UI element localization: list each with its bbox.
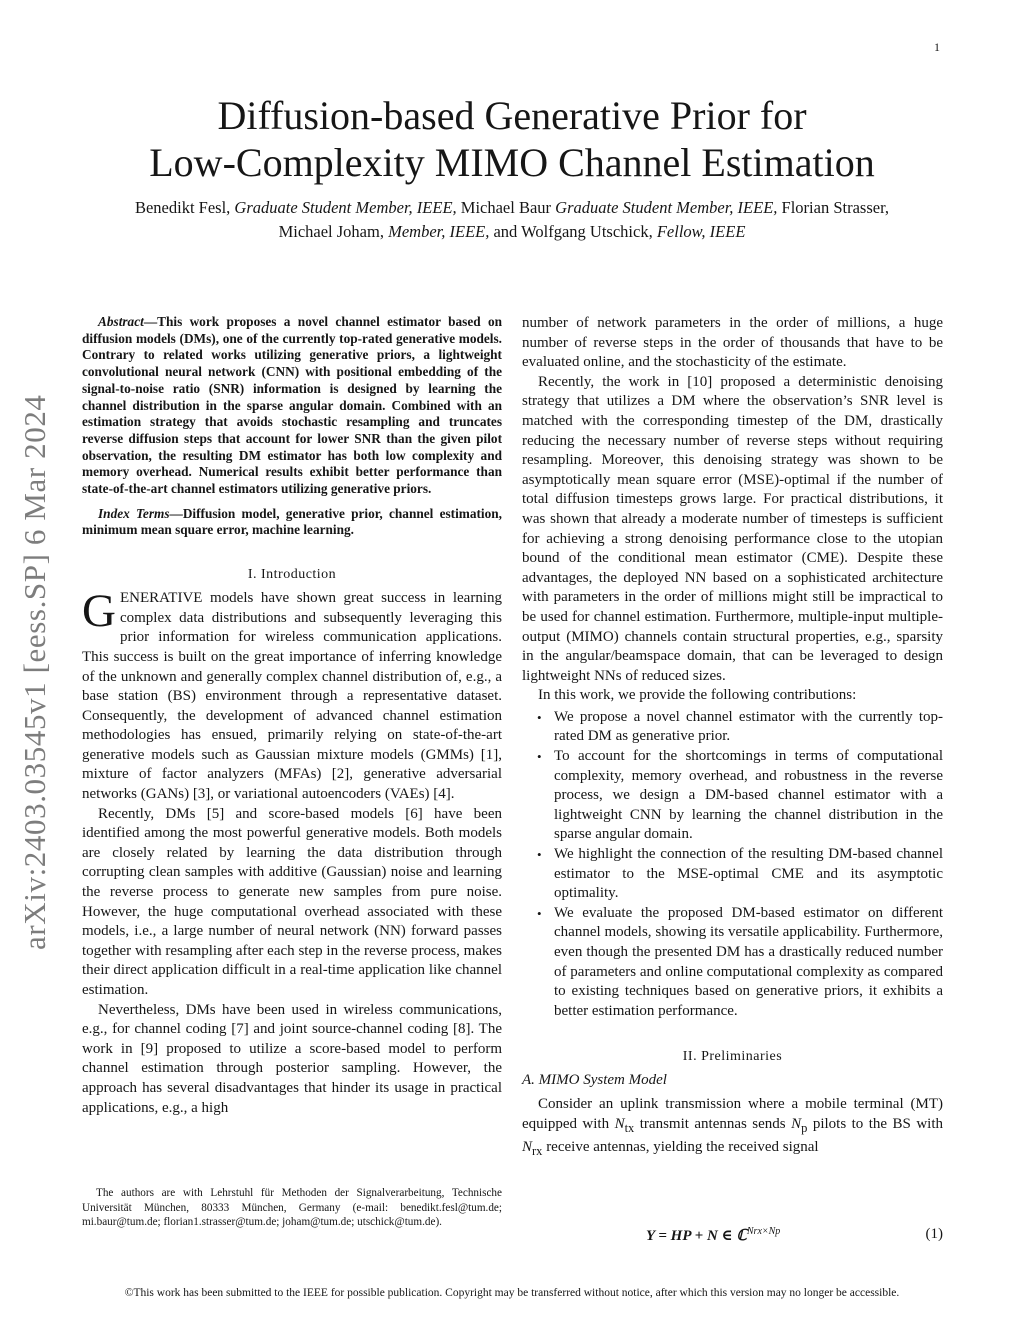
intro-paragraph-1 <box>82 585 502 805</box>
paragraph-text: ENERATIVE models have shown great success in learning complex data distributions and subsequently leveraging this prior information for wireless communication applications. This success is built on the great importance of inferring knowledge of the unknown and generally complex channel distribution of, e.g., a base station (BS) environment through a representative dataset. Consequently, the development of advanced channel estimation methodologies has ensued, primarily relying on state-of-the-art generative models such as Gaussian mixture models (GMMs) [1], mixture of factor analyzers (MFAs) [2], generative adversarial networks (GANs) [3], or variational autoencoders (VAEs) [4]. <box>82 590 502 803</box>
author-footnote: The authors are with Lehrstuhl für Methoden der Signalverarbeitung, Technische Universität München, 80333 München, Germany (e-mail: benedikt.fesl@tum.de; mi.baur@tum.de; florian1.strasser@tum.de; joham@tum.de; utschick@tum.de). <box>82 1187 502 1229</box>
author-role: Graduate Student Member, IEEE, <box>234 198 457 217</box>
index-terms-label: Index Terms <box>98 505 170 521</box>
page-number: 1 <box>934 40 940 54</box>
author-name: and Wolfgang Utschick, <box>493 222 653 241</box>
author-role: Graduate Student Member, IEEE, <box>555 198 778 217</box>
list-item: • To account for the shortcomings in terms of computational complexity, memory overhead, and robustness in the reverse process, we design a DM-based channel estimator with a lightweight CNN by learning the channel distribution in the sparse angular domain. <box>537 748 943 843</box>
list-item: • We propose a novel channel estimator with the currently top-rated DM as generative prior. <box>537 708 943 745</box>
subsection-heading: A. MIMO System Model <box>522 1072 667 1089</box>
contributions-list <box>522 708 943 1022</box>
bullet-icon: • <box>537 847 542 863</box>
bullet-icon: • <box>537 905 542 921</box>
paper-title <box>60 92 964 186</box>
index-terms <box>82 506 502 539</box>
title-line-2: Low-Complexity MIMO Channel Estimation <box>149 140 875 185</box>
arxiv-stamp: arXiv:2403.03545v1 [eess.SP] 6 Mar 2024 <box>17 394 52 950</box>
preliminaries-paragraph-1: Consider an uplink transmission where a mobile terminal (MT) equipped with $N_{tx}$ transmit antennas sends $N_p$ pilots to the BS with $N_{rx}$ receive antennas, yielding the received signal <box>522 1095 943 1159</box>
intro-paragraph-3: Nevertheless, DMs have been used in wireless communications, e.g., for channel coding [7] and joint source-channel coding [8]. The work in [9] proposed to utilize a score-based model to perform channel estimation through posterior sampling. However, the approach has several disadvantages that hinder its usage in practical applications, e.g., a high <box>82 1001 502 1116</box>
abstract-text: —This work proposes a novel channel estimator based on diffusion models (DMs), one of the currently top-rated generative models. Contrary to related works utilizing generative priors, a lightweight convolutional neural network (CNN) with positional embedding of the signal-to-noise ratio (SNR) information is designed by learning the channel distribution in the sparse angular domain. Combined with an estimation strategy that avoids stochastic resampling and truncates reverse diffusion steps that account for lower SNR than the given pilot observation, the resulting DM estimator has both low complexity and memory overhead. Numerical results exhibit better performance than state-of-the-art channel estimators utilizing generative priors. <box>82 314 502 497</box>
list-item: • We highlight the connection of the resulting DM-based channel estimator to the MSE-optimal CME and its asymptotic optimality. <box>537 846 943 902</box>
author-name: Michael Baur <box>460 198 552 217</box>
copyright-notice: ©This work has been submitted to the IEEE for possible publication. Copyright may be transferred without notice, after which this version may no longer be accessible. <box>124 1287 900 1299</box>
author-name: Benedikt Fesl, <box>134 198 231 217</box>
intro-paragraph-2: Recently, DMs [5] and score-based models [6] have been identified among the most powerful generative models. Both models are closely related by learning the data distribution through corrupting clean samples with additive (Gaussian) noise and learning the reverse process to generate new samples from pure noise. However, the huge computational overhead associated with these models, i.e., a large number of neural network (NN) forward passes together with resampling after each step in the reverse process, makes their direct application difficult in a real-time application like channel estimation. <box>82 805 502 999</box>
equation-body: Y = HP + N ∈ ℂ$^{Nrx\times Np}$ <box>646 1226 781 1244</box>
bullet-icon: • <box>537 749 542 765</box>
author-role: Fellow, IEEE <box>656 222 746 241</box>
left-column <box>82 314 502 1118</box>
abstract-label: Abstract <box>98 314 144 329</box>
equation-number: (1) <box>925 1226 943 1242</box>
list-item: • We evaluate the proposed DM-based estimator on different channel models, showing its versatile applicability. Furthermore, even though the presented DM has a drastically reduced number of parameters and online computational complexity as compared to existing techniques based on generative priors, it exhibits a better estimation performance. <box>537 904 943 1019</box>
author-list <box>60 196 964 244</box>
intro-paragraph-5: Recently, the work in [10] proposed a deterministic denoising strategy that utilizes a DM where the observation’s SNR level is matched with the corresponding timestep of the DM, drastically reducing the necessary number of reverse steps without requiring resampling. Moreover, this denoising strategy was shown to be asymptotically mean square error (MSE)-optimal if the number of total diffusion timesteps grows large. For practical distributions, it was shown that already a moderate number of timesteps is sufficient for achieving a strong denoising performance close to the utopian bound of the conditional mean estimator (CME). Despite these advantages, the deployed NN based on a sophisticated architecture with parameters in the order of millions might still be impractical to be used for channel estimation. Furthermore, multiple-input multiple-output (MIMO) channels contain structural properties, e.g., sparsity in the angular/beamspace domain, that can be leveraged to design lightweight NNs of reduced sizes. <box>522 373 943 684</box>
index-terms-text: —Diffusion model, generative prior, channel estimation, minimum mean square error, machine learning. <box>82 505 502 538</box>
bullet-icon: • <box>537 709 542 725</box>
equation-1 <box>522 1226 943 1248</box>
abstract <box>82 314 502 498</box>
section-heading-preliminaries: II. Preliminaries <box>682 1049 783 1065</box>
author-role: Member, IEEE, <box>388 222 490 241</box>
author-name: Florian Strasser, <box>781 198 890 217</box>
author-line-2 <box>60 220 964 244</box>
intro-paragraph-4: number of network parameters in the order of millions, a huge number of reverse steps in the order of thousands that have to be evaluated online, and the stochasticity of the estimate. <box>522 315 943 371</box>
author-line-1 <box>60 196 964 220</box>
right-column <box>522 314 943 1162</box>
intro-paragraph-6: In this work, we provide the following contributions: <box>538 687 857 704</box>
author-name: Michael Joham, <box>278 222 384 241</box>
title-line-1: Diffusion-based Generative Prior for <box>217 93 807 138</box>
drop-cap: G <box>82 585 116 638</box>
section-heading-introduction: I. Introduction <box>247 567 337 583</box>
